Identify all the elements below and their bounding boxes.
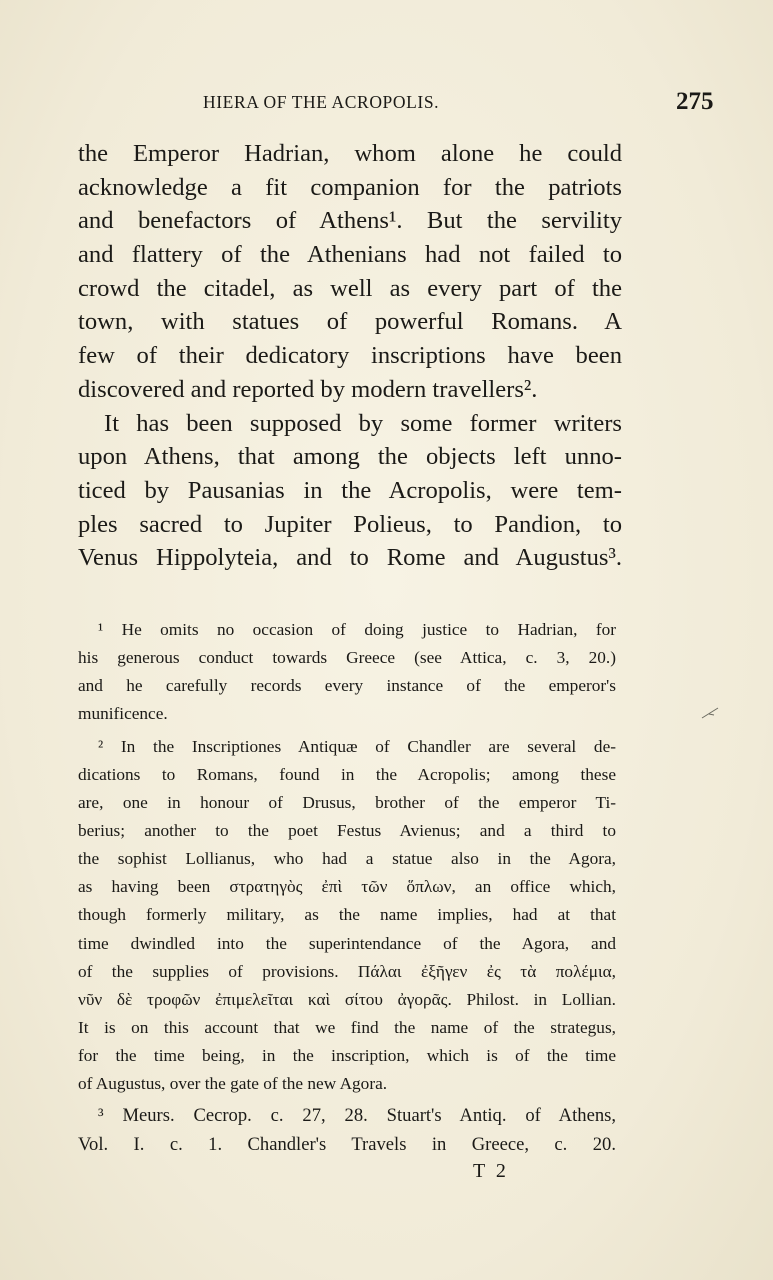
text-line: ticed by Pausanias in the Acropolis, were tem- <box>78 476 622 504</box>
footnote-line: berius; another to the poet Festus Avienus; and a third to <box>78 820 616 840</box>
footnote-line: for the time being, in the inscription, which is of the time <box>78 1046 616 1066</box>
footnote-line: of Augustus, over the gate of the new Agora. <box>78 1074 388 1094</box>
footnote-line: ² In the Inscriptiones Antiquæ of Chandler are several de- <box>98 736 616 756</box>
page-number: 275 <box>676 88 714 115</box>
text-line: crowd the citadel, as well as every part of the <box>78 274 622 302</box>
footnote-line: though formerly military, as the name implies, had at that <box>78 905 616 925</box>
text-line: upon Athens, that among the objects left unno- <box>78 443 622 471</box>
text-line: and benefactors of Athens¹. But the servility <box>78 207 622 235</box>
text-line: few of their dedicatory inscriptions have been <box>78 342 622 370</box>
footnote-line: are, one in honour of Drusus, brother of the emperor Ti- <box>78 792 616 812</box>
footnote-3 <box>78 1102 616 1158</box>
footnote-line: ³ Meurs. Cecrop. c. 27, 28. Stuart's Antiq. of Athens, <box>98 1105 616 1127</box>
footnote-line: of the supplies of provisions. Πάλαι ἐξῆγεν ἐς τὰ πολέμια, <box>78 961 616 981</box>
text-line: Venus Hippolyteia, and to Rome and Augustus³. <box>78 544 622 572</box>
page-header <box>0 88 773 120</box>
footnote-line: time dwindled into the superintendance of the Agora, and <box>78 933 616 953</box>
running-head: HIERA OF THE ACROPOLIS. <box>203 92 440 112</box>
footnote-line: It is on this account that we find the name of the strategus, <box>78 1017 616 1037</box>
ink-mark-icon <box>700 706 720 720</box>
main-text <box>78 137 622 575</box>
footnote-line: ¹ He omits no occasion of doing justice to Hadrian, for <box>98 620 616 639</box>
footnote-line: and he carefully records every instance of the emperor's <box>78 676 616 696</box>
text-line: acknowledge a fit companion for the patriots <box>78 173 622 201</box>
text-line: ples sacred to Jupiter Polieus, to Pandion, to <box>78 510 622 538</box>
text-line: town, with statues of powerful Romans. A <box>78 308 622 336</box>
text-line: It has been supposed by some former writers <box>104 409 622 437</box>
footnote-line: the sophist Lollianus, who had a statue also in the Agora, <box>78 849 616 869</box>
footnote-line: νῦν δὲ τροφῶν ἐπιμελεῖται καὶ σίτου ἀγορᾶς. Philost. in Lollian. <box>78 989 616 1009</box>
footnote-line: his generous conduct towards Greece (see Attica, c. 3, 20.) <box>78 648 616 668</box>
footnote-line: Vol. I. c. 1. Chandler's Travels in Greece, c. 20. <box>78 1133 616 1155</box>
signature-mark: T 2 <box>473 1160 509 1182</box>
footnote-line: as having been στρατηγὸς ἐπὶ τῶν ὅπλων, an office which, <box>78 877 616 897</box>
text-line: the Emperor Hadrian, whom alone he could <box>78 140 622 167</box>
text-line: and flattery of the Athenians had not failed to <box>78 241 622 269</box>
footnote-line: dications to Romans, found in the Acropolis; among these <box>78 764 616 784</box>
footnotes <box>78 616 616 1159</box>
footnote-2 <box>78 733 616 1099</box>
footnote-1 <box>78 616 616 729</box>
footnote-line: munificence. <box>78 704 168 724</box>
text-line: discovered and reported by modern travellers². <box>78 375 538 403</box>
